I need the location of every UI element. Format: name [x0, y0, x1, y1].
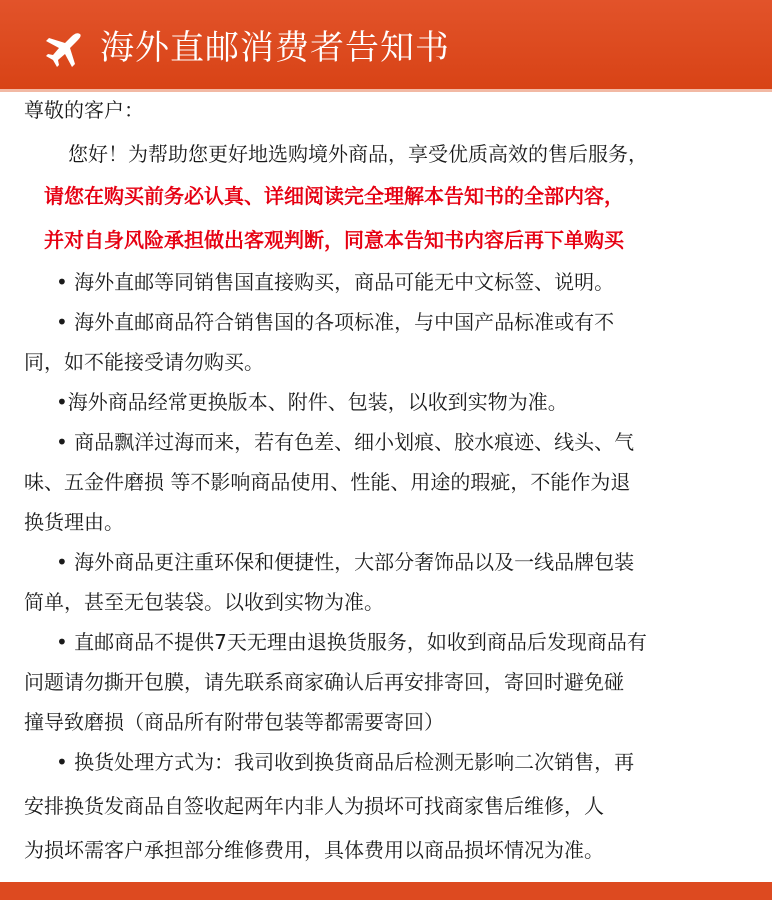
- notice-item-7-line-1: • 换货处理方式为：我司收到换货商品后检测无影响二次销售，再: [56, 750, 635, 774]
- notice-item-4-line-3: 换货理由。: [24, 510, 124, 534]
- notice-item-1: • 海外直邮等同销售国直接购买，商品可能无中文标签、说明。: [56, 270, 615, 294]
- footer-bar: [0, 882, 772, 900]
- notice-item-2-line-2: 同，如不能接受请勿购买。: [24, 350, 264, 374]
- notice-item-5-line-1: • 海外商品更注重环保和便捷性，大部分奢饰品以及一线品牌包装: [56, 550, 635, 574]
- notice-item-6-line-1: • 直邮商品不提供7天无理由退换货服务，如收到商品后发现商品有: [56, 630, 647, 654]
- notice-item-2-line-1: • 海外直邮商品符合销售国的各项标准，与中国产品标准或有不: [56, 310, 615, 334]
- notice-item-4-line-1: • 商品飘洋过海而来，若有色差、细小划痕、胶水痕迹、线头、气: [56, 430, 635, 454]
- notice-item-3: •海外商品经常更换版本、附件、包装，以收到实物为准。: [56, 390, 568, 414]
- page-title: 海外直邮消费者告知书: [100, 28, 450, 68]
- airplane-icon: [44, 30, 84, 70]
- notice-item-4-line-2: 味、五金件磨损 等不影响商品使用、性能、用途的瑕疵，不能作为退: [24, 470, 631, 494]
- warning-line-1: 请您在购买前务必认真、详细阅读完全理解本告知书的全部内容，: [44, 184, 624, 208]
- notice-item-7-line-2: 安排换货发商品自签收起两年内非人为损坏可找商家售后维修，人: [24, 794, 604, 818]
- notice-item-6-line-2: 问题请勿撕开包膜，请先联系商家确认后再安排寄回，寄回时避免碰: [24, 670, 624, 694]
- notice-item-5-line-2: 简单，甚至无包装袋。以收到实物为准。: [24, 590, 384, 614]
- notice-body: [0, 92, 772, 882]
- notice-item-6-line-3: 撞导致磨损（商品所有附带包装等都需要寄回）: [24, 710, 444, 734]
- intro-text: 您好！为帮助您更好地选购境外商品，享受优质高效的售后服务，: [68, 142, 648, 166]
- notice-item-7-line-3: 为损坏需客户承担部分维修费用，具体费用以商品损坏情况为准。: [24, 838, 604, 862]
- header-banner: [0, 0, 772, 92]
- warning-line-2: 并对自身风险承担做出客观判断，同意本告知书内容后再下单购买: [44, 228, 624, 252]
- greeting-text: 尊敬的客户：: [24, 98, 144, 122]
